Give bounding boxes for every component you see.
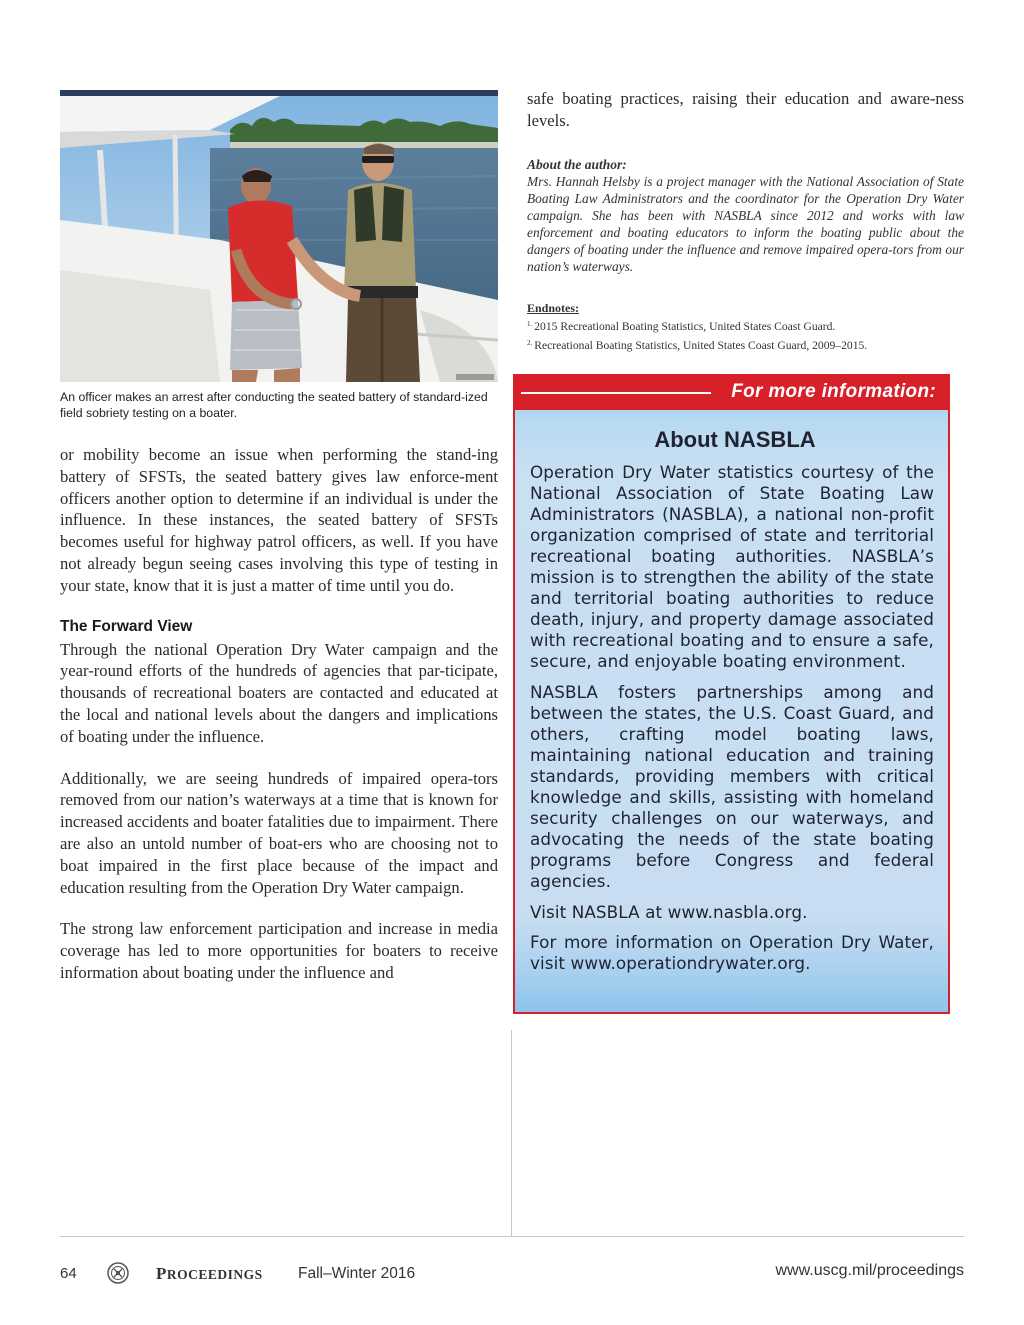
body-paragraph: The strong law enforcement participation and increase in media coverage has led to more opportunities for boaters to receive information about boating under the influence and: [60, 919, 498, 982]
endnote-text: 2015 Recreational Boating Statistics, United States Coast Guard.: [534, 319, 836, 333]
issue-label: Fall–Winter 2016: [298, 1265, 416, 1282]
endnote-item: [527, 316, 964, 336]
info-box-heading: About NASBLA: [654, 427, 816, 452]
header-rule: [521, 392, 711, 394]
section-heading: The Forward View: [60, 617, 193, 635]
photo-illustration: [60, 90, 498, 382]
about-author-heading: About the author:: [527, 156, 627, 172]
info-sidebar-box: [513, 374, 950, 1014]
website-url: www.uscg.mil/proceedings: [775, 1262, 964, 1279]
publication-initial: P: [156, 1264, 167, 1283]
endnote-text: Recreational Boating Statistics, United States Coast Guard, 2009–2015.: [534, 339, 868, 353]
page-number: 64: [60, 1265, 77, 1282]
publication-name: [156, 1264, 263, 1284]
info-paragraph: For more information on Operation Dry Water, visit www.operationdrywater.org.: [530, 932, 934, 973]
uscg-seal-icon: [106, 1262, 130, 1284]
endnote-number: 2.: [527, 339, 533, 348]
endnote-item: [527, 335, 964, 355]
footer-rule: [60, 1236, 964, 1237]
body-paragraph: Additionally, we are seeing hundreds of impaired opera-tors removed from our nation’s waterways at a time that is known for increased accidents and boater fatalities due to impairment. There are also an untold number of boat-ers who are choosing not to boat impaired in the first place because of the impact and education resulting from the Operation Dry Water campaign.: [60, 768, 498, 897]
info-box-title: For more information:: [731, 381, 936, 402]
body-paragraph: or mobility become an issue when performing the stand-ing battery of SFSTs, the seated battery gives law enforce-ment officers another option to determine if an individual is under the influence. In these instances, the seated battery of SFSTs becomes useful for highway patrol officers, as well. If you have not already begun seeing cases involving this type of testing in your state, know that it is just a matter of time until you do.: [60, 445, 498, 595]
info-paragraph: Visit NASBLA at www.nasbla.org.: [530, 902, 808, 922]
endnote-number: 1.: [527, 319, 533, 328]
body-paragraph: safe boating practices, raising their education and aware-ness levels.: [527, 89, 964, 130]
info-paragraph: Operation Dry Water statistics courtesy of the National Association of State Boating Law Administrators (NASBLA), a national non-profit organization comprised of state and territorial recreational boating authorities. NASBLA’s mission is to strengthen the ability of the state and territorial boating authorities to reduce death, injury, and property damage associated with recreational boating and to ensure a safe, secure, and enjoyable boating environment.: [530, 462, 934, 671]
publication-rest: ROCEEDINGS: [166, 1267, 263, 1282]
info-box-header: [515, 376, 948, 410]
right-column: [527, 88, 964, 355]
photo-caption: An officer makes an arrest after conducting the seated battery of standard-ized field sobriety testing on a boater.: [60, 390, 488, 420]
left-column: [60, 444, 498, 998]
info-paragraph: NASBLA fosters partnerships among and between the states, the U.S. Coast Guard, and others, crafting model boating laws, maintaining national education and training standards, providing members with critical knowledge and skills, assisting with homeland security challenges on our waterways, and advocating the needs of the state boating programs before Congress and federal agencies.: [530, 682, 934, 891]
endnotes-heading: Endnotes:: [527, 300, 580, 315]
info-box-content: [530, 426, 934, 984]
endnotes-label: Endnotes: [527, 300, 576, 315]
column-divider: [511, 1030, 512, 1236]
about-author-text: Mrs. Hannah Helsby is a project manager with the National Association of State Boating Law Administrators and the coordinator for the Operation Dry Water campaign. She has been with NASBLA since 2012 and works with law enforcement and boating educators to inform the boating public about the dangers of boating under the influence and remove impaired opera-tors from our nation’s waterways.: [527, 173, 964, 274]
body-paragraph: Through the national Operation Dry Water campaign and the year-round efforts of the hundreds of agencies that par-ticipate, thousands of recreational boaters are contacted and educated at the local and national levels about the dangers and implications of boating under the influence.: [60, 639, 498, 746]
article-photo: [60, 90, 498, 382]
